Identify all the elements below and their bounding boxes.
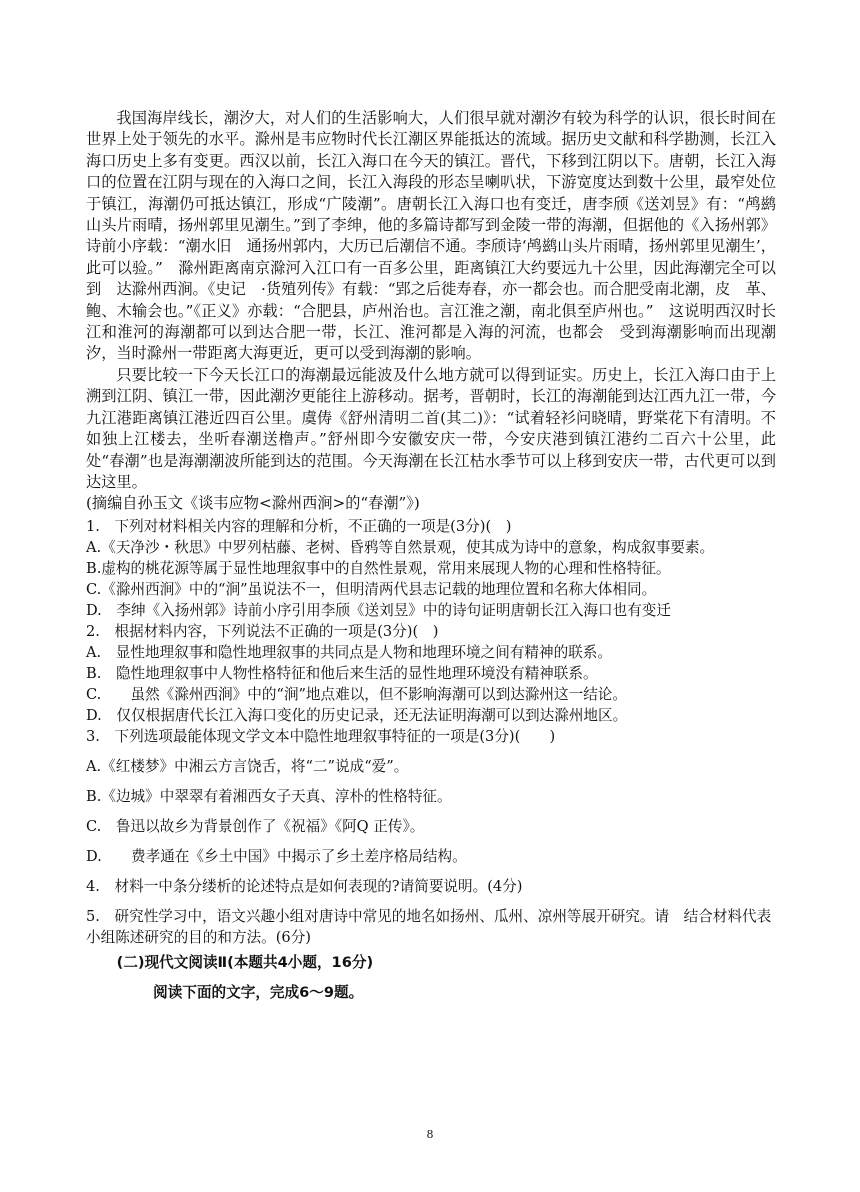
option-d: D. 费孝通在《乡土中国》中揭示了乡土差序格局结构。 [86,847,467,865]
question-stem: 2. 根据材料内容，下列说法不正确的一项是(3分)( ) [86,622,439,640]
question-2 [86,621,776,726]
option-a: A.《天净沙・秋思》中罗列枯藤、老树、昏鸦等自然景观，使其成为诗中的意象，构成叙事要素。 [86,538,715,556]
option-c: C. 鲁迅以故乡为背景创作了《祝福》《阿Q 正传》。 [86,817,425,835]
passage-paragraph-2: 只要比较一下今天长江口的海潮最远能波及什么地方就可以得到证实。历史上，长江入海口由于上溯到江阴、镇江一带，因此潮汐更能往上游移动。据考，晋朝时，长江的海潮能到达江西九江一带，今九江港距离镇江港近四百公里。虞俦《舒州清明二首(其二)》：“试着轻衫问晓晴，野棠花下有清明。不如独上江楼去，坐听春潮送橹声。”舒州即今安徽安庆一带，今安庆港到镇江港约二百六十公里，此处“春潮”也是海潮潮波所能到达的范围。今天海潮在长江枯水季节可以上移到安庆一带，古代更可以到达这里。 [86,365,776,491]
option-d: D. 仅仅根据唐代长江入海口变化的历史记录，还无法证明海潮可以到达滁州地区。 [86,706,628,724]
document-page [86,108,776,1004]
section-title: (二)现代文阅读Ⅱ(本题共4小题，16分) [116,953,374,971]
option-c: C. 虽然《滁州西涧》中的“涧”地点难以，但不影响海潮可以到达滁州这一结论。 [86,685,627,703]
passage-source: (摘编自孙玉文《谈韦应物<滁州西涧>的“春潮”》) [86,494,420,513]
question-1 [86,516,776,621]
option-a: A.《红楼梦》中湘云方言饶舌，将“二”说成“爱”。 [86,757,409,775]
question-3 [86,726,776,867]
passage-paragraph-1: 我国海岸线长，潮汐大，对人们的生活影响大，人们很早就对潮汐有较为科学的认识，很长时间在世界上处于领先的水平。滁州是韦应物时代长江潮区界能抵达的流域。据历史文献和科学勘测，长江入海口历史上多有变更。西汉以前，长江入海口在今天的镇江。晋代，下移到江阴以下。唐朝，长江入海口的位置在江阴与现在的入海口之间，长江入海段的形态呈喇叭状，下游宽度达到数十公里，最窄处位于镇江，海潮仍可抵达镇江，形成“广陵潮”。唐朝长江入海口也有变迁，唐李颀《送刘昱》有：“鸬鹚山头片雨晴，扬州郭里见潮生。”到了李绅，他的多篇诗都写到金陵一带的海潮，但据他的《入扬州郭》诗前小序载：“潮水旧 通扬州郭内，大历已后潮信不通。李颀诗‘鸬鹚山头片雨晴，扬州郭里见潮生’，此可以验。” 滁州距离南京滁河入江口有一百多公里，距离镇江大约要远九十公里，因此海潮完全可以到 达滁州西涧。《史记 ·货殖列传》有载：“郢之后徙寿春，亦一都会也。而合肥受南北潮，皮 革、鲍、木输会也。”《正义》亦载：“合肥县，庐州治也。言江淮之潮，南北俱至庐州也。” 这说明西汉时长江和淮河的海潮都可以到达合肥一带，长江、淮河都是入海的河流，也都会 受到海潮影响而出现潮汐，当时滁州一带距离大海更近，更可以受到海潮的影响。 [86,109,776,363]
option-b: B. 隐性地理叙事中人物性格特征和他后来生活的显性地理环境没有精神联系。 [86,664,598,682]
option-b: B.《边城》中翠翠有着湘西女子天真、淳朴的性格特征。 [86,787,452,805]
reading-instruction: 阅读下面的文字，完成6～9题。 [153,983,364,1001]
page-number: 8 [426,1128,434,1141]
option-d: D. 李绅《入扬州郭》诗前小序引用李颀《送刘昱》中的诗句证明唐朝长江入海口也有变迁 [86,601,671,619]
question-4: 4. 材料一中条分缕析的论述特点是如何表现的?请简要说明。(4分) [86,877,523,895]
option-b: B.虚构的桃花源等属于显性地理叙事中的自然性景观，常用来展现人物的心理和性格特征。 [86,559,671,577]
question-5: 5. 研究性学习中，语文兴趣小组对唐诗中常见的地名如扬州、瓜州、凉州等展开研究。请 结合材料代表小组陈述研究的目的和方法。(6分) [86,907,772,946]
question-stem: 1. 下列对材料相关内容的理解和分析，不正确的一项是(3分)( ) [86,517,512,535]
question-stem: 3. 下列选项最能体现文学文本中隐性地理叙事特征的一项是(3分)( ) [86,727,556,745]
option-c: C.《滁州西涧》中的“涧”虽说法不一，但明清两代县志记载的地理位置和名称大体相同。 [86,580,657,598]
option-a: A. 显性地理叙事和隐性地理叙事的共同点是人物和地理环境之间有精神的联系。 [86,643,612,661]
